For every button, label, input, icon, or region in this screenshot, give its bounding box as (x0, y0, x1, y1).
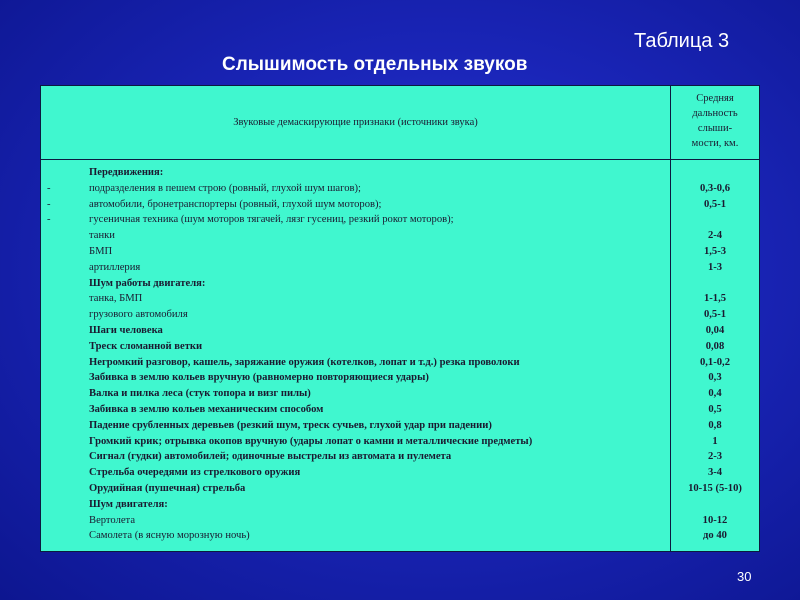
row-source-text: Забивка в землю кольев вручную (равномерно повторяющиеся удары) (89, 372, 429, 384)
table-row (41, 355, 759, 371)
row-source-text: артиллерия (89, 261, 141, 273)
table-row (41, 513, 759, 529)
row-source-text: грузового автомобиля (89, 309, 188, 321)
row-distance-value: 0,3 (708, 372, 722, 384)
row-source-text: Негромкий разговор, кашель, заряжание оружия (котелков, лопат и т.д.) резка проволоки (89, 356, 520, 368)
column-header-sources (41, 86, 670, 159)
row-distance-value: до 40 (703, 530, 727, 542)
row-source-text: Громкий крик; отрывка окопов вручную (удары лопат о камни и металлические предметы) (89, 435, 533, 447)
table-row (41, 244, 759, 260)
table-row (41, 260, 759, 276)
row-distance-value: 0,04 (705, 324, 725, 336)
row-source-text: подразделения в пешем строю (ровный, глухой шум шагов); (89, 182, 361, 194)
row-distance-value: 2-3 (707, 451, 723, 463)
row-distance-value: 0,8 (708, 419, 722, 431)
row-distance-value: 1-1,5 (703, 293, 727, 305)
row-distance-value: 3-4 (707, 467, 723, 479)
row-source-text: Треск сломанной ветки (89, 340, 203, 352)
column-header-distance-line: дальность (692, 108, 738, 119)
row-source-text: Орудийная (пушечная) стрельба (89, 482, 246, 494)
column-header-distance-line: слыши- (697, 123, 733, 134)
slide-number: 30 (737, 569, 752, 584)
sound-audibility-table (40, 85, 760, 552)
table-body (41, 165, 759, 544)
table-row (41, 165, 759, 181)
table-row (41, 465, 759, 481)
table-row (41, 434, 759, 450)
table-row (41, 528, 759, 544)
row-distance-value: 0,5 (708, 403, 722, 415)
row-distance-value: 0,08 (705, 340, 725, 352)
row-source-text: Шум двигателя: (89, 498, 168, 510)
row-bullet: - (47, 198, 51, 210)
row-distance-value: 0,4 (708, 388, 722, 400)
row-source-text: БМП (89, 245, 113, 257)
table-row (41, 197, 759, 213)
row-source-text: автомобили, бронетранспортеры (ровный, глухой шум моторов); (89, 198, 382, 210)
row-distance-value: 0,1-0,2 (699, 356, 730, 368)
row-bullet: - (47, 182, 51, 194)
row-distance-value: 10-12 (702, 514, 728, 526)
row-source-text: Самолета (в ясную морозную ночь) (89, 530, 250, 542)
table-row (41, 481, 759, 497)
row-source-text: Сигнал (гудки) автомобилей; одиночные выстрелы из автомата и пулемета (89, 451, 452, 463)
page-title: Слышимость отдельных звуков (222, 54, 528, 75)
row-source-text: Передвижения: (89, 167, 164, 178)
table-row (41, 181, 759, 197)
row-source-text: гусеничная техника (шум моторов тягачей, лязг гусениц, резкий рокот моторов); (89, 214, 454, 226)
table-row (41, 418, 759, 434)
column-header-sources-label: Звуковые демаскирующие признаки (источники звука) (233, 117, 478, 128)
row-distance-value: 0,3-0,6 (699, 182, 730, 194)
table-row (41, 402, 759, 418)
table-row (41, 291, 759, 307)
row-source-text: Забивка в землю кольев механическим способом (89, 403, 324, 415)
row-distance-value: 0,5-1 (703, 309, 727, 321)
row-source-text: танки (89, 230, 115, 242)
table-row (41, 449, 759, 465)
column-header-distance-line: Средняя (696, 93, 734, 104)
table-row (41, 370, 759, 386)
table-row (41, 276, 759, 292)
row-distance-value: 2-4 (707, 230, 723, 242)
row-source-text: Вертолета (89, 514, 136, 526)
table-row (41, 386, 759, 402)
row-distance-value: 1-3 (707, 261, 723, 273)
row-source-text: Валка и пилка леса (стук топора и визг пилы) (89, 388, 311, 400)
row-source-text: Шум работы двигателя: (89, 277, 206, 289)
row-distance-value: 0,5-1 (703, 198, 727, 210)
column-header-distance (671, 91, 759, 151)
row-distance-value: 10-15 (5-10) (688, 482, 742, 494)
column-header-distance-line: мости, км. (691, 138, 739, 149)
row-bullet: - (47, 214, 51, 226)
table-row (41, 323, 759, 339)
table-row (41, 497, 759, 513)
table-number: Таблица 3 (634, 30, 730, 52)
table-row (41, 339, 759, 355)
table-row (41, 212, 759, 228)
row-source-text: танка, БМП (89, 293, 143, 305)
table-row (41, 228, 759, 244)
header-divider (41, 159, 759, 160)
row-source-text: Стрельба очередями из стрелкового оружия (89, 467, 301, 479)
row-distance-value: 1 (712, 435, 718, 447)
row-source-text: Шаги человека (89, 324, 163, 336)
row-distance-value: 1,5-3 (703, 245, 727, 257)
table-row (41, 307, 759, 323)
row-source-text: Падение срубленных деревьев (резкий шум, треск сучьев, глухой удар при падении) (89, 419, 492, 431)
